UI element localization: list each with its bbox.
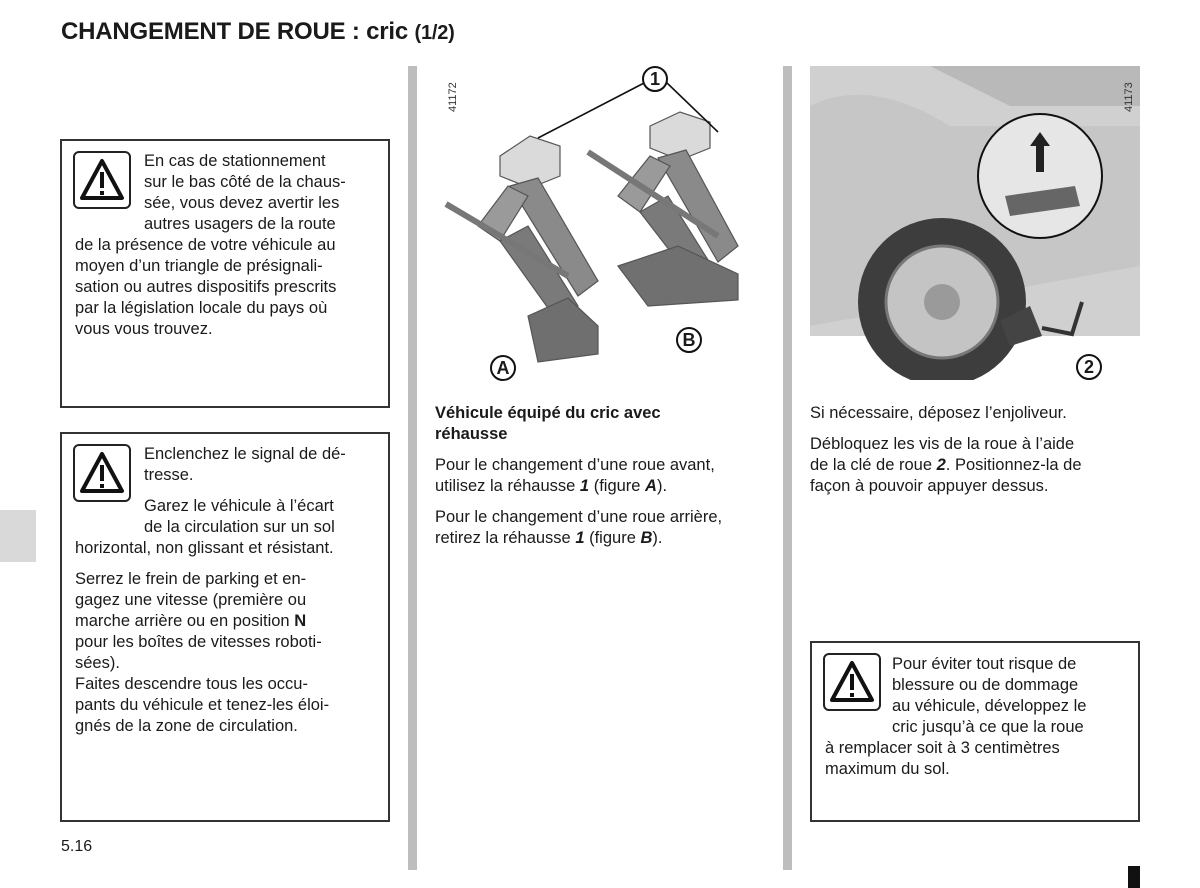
warning3-line: au véhicule, développez le <box>892 697 1087 715</box>
section-heading: Véhicule équipé du cric avec réhausse <box>435 404 661 443</box>
warning-box-parking <box>60 139 390 408</box>
warning2-line: Faites descendre tous les occu- <box>75 675 308 693</box>
warning1-line: sur le bas côté de la chaus- <box>144 173 346 191</box>
callout-a: A <box>490 355 516 381</box>
warning2-line: Garez le véhicule à l’écart <box>144 497 334 515</box>
figure-number: 41172 <box>447 82 459 112</box>
warning3-line: maximum du sol. <box>825 760 950 778</box>
warning-triangle-icon <box>823 653 881 711</box>
warning1-line: autres usagers de la route <box>144 215 336 233</box>
warning2-line: gagez une vitesse (première ou <box>75 591 307 609</box>
callout-b: B <box>676 327 702 353</box>
jack-illustration <box>418 66 780 384</box>
page-title <box>61 18 455 46</box>
chapter-tab <box>0 510 36 562</box>
warning-box-hazard <box>60 432 390 822</box>
warning1-line: sée, vous devez avertir les <box>144 194 340 212</box>
rear-wheel-paragraph: Pour le changement d’une roue arrière, retirez la réhausse 1 (figure B). <box>435 508 723 547</box>
title-main: CHANGEMENT DE ROUE : cric <box>61 18 409 45</box>
warning1-line: de la présence de votre véhicule au <box>75 236 336 254</box>
warning2-line: Enclenchez le signal de dé- <box>144 445 346 463</box>
page-number: 5.16 <box>61 838 93 855</box>
column-divider <box>783 66 792 870</box>
warning1-line: sation ou autres dispositifs prescrits <box>75 278 337 296</box>
warning2-line: gnés de la zone de circulation. <box>75 717 298 735</box>
warning1-line: vous vous trouvez. <box>75 320 213 338</box>
callout-2: 2 <box>1076 354 1102 380</box>
warning3-line: blessure ou de dommage <box>892 676 1079 694</box>
warning2-line: marche arrière ou en position N <box>75 612 307 630</box>
warning2-line: Serrez le frein de parking et en- <box>75 570 307 588</box>
warning1-line: En cas de stationnement <box>144 152 326 170</box>
warning2-line: sées). <box>75 654 120 672</box>
warning2-line: tresse. <box>144 466 194 484</box>
vehicle-wheel-illustration <box>810 66 1140 380</box>
figure-number: 41173 <box>1123 82 1135 112</box>
warning2-line: pants du véhicule et tenez-les éloi- <box>75 696 330 714</box>
warning3-line: cric jusqu’à ce que la roue <box>892 718 1084 736</box>
warning1-line: moyen d’un triangle de présignali- <box>75 257 323 275</box>
column-divider <box>408 66 417 870</box>
gear-position-n: N <box>294 612 307 630</box>
warning-triangle-icon <box>73 444 131 502</box>
right-column-text <box>810 403 1140 497</box>
warning-box-jack-height <box>810 641 1140 822</box>
title-suffix: (1/2) <box>414 22 455 44</box>
middle-column-text <box>435 403 770 549</box>
warning2-line: horizontal, non glissant et résistant. <box>75 539 334 557</box>
warning-triangle-icon <box>73 151 131 209</box>
front-wheel-paragraph: Pour le changement d’une roue avant, utilisez la réhausse 1 (figure A). <box>435 456 715 495</box>
warning3-line: à remplacer soit à 3 centimètres <box>825 739 1060 757</box>
wheel-bolts-paragraph: Débloquez les vis de la roue à l’aide de la clé de roue 2. Positionnez-la de façon à pouvoir appuyer dessus. <box>810 435 1082 495</box>
hubcap-paragraph: Si nécessaire, déposez l’enjoliveur. <box>810 404 1067 422</box>
warning1-line: par la législation locale du pays où <box>75 299 328 317</box>
page-edge-mark <box>1128 866 1140 888</box>
callout-1: 1 <box>642 66 668 92</box>
warning3-line: Pour éviter tout risque de <box>892 655 1077 673</box>
warning2-line: pour les boîtes de vitesses roboti- <box>75 633 322 651</box>
warning2-line: de la circulation sur un sol <box>144 518 335 536</box>
